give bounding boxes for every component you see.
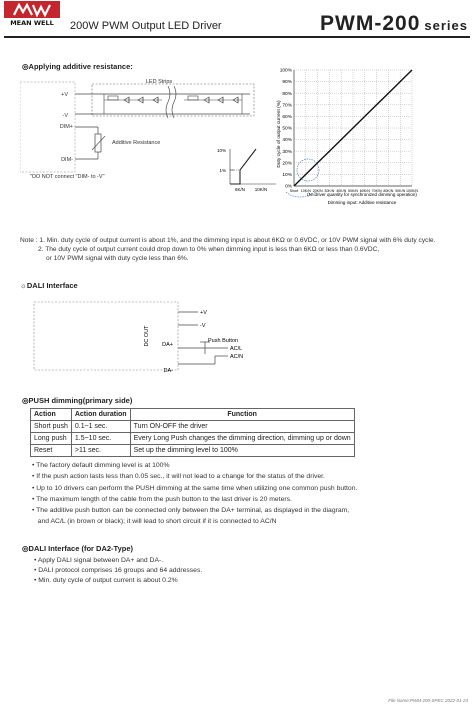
- model-name: [320, 12, 468, 36]
- doc-title: 200W PWM Output LED Driver: [70, 20, 222, 32]
- additive-resistance-label: Additive Resistance: [112, 140, 161, 146]
- mini-dimming-chart: [208, 144, 278, 194]
- table-cell: Turn ON-OFF the driver: [130, 421, 354, 433]
- mini-6k-label: 6K/N: [234, 187, 246, 192]
- x-tick-label: 50K/N: [348, 189, 358, 193]
- acn-label: AC/N: [230, 354, 244, 360]
- logo-mark: [4, 1, 60, 18]
- y-tick-label: 40%: [282, 138, 292, 144]
- table-cell: Reset: [31, 445, 72, 457]
- x-tick-label: Short: [289, 189, 299, 193]
- x-tick-label: 100K/N: [406, 189, 418, 193]
- table-row: [31, 433, 355, 445]
- table-row: [31, 421, 355, 433]
- y-tick-label: 10%: [282, 173, 292, 178]
- note-line-3: or 10V PWM signal with duty cycle less than 6%.: [46, 255, 189, 262]
- dali2-list: [34, 556, 202, 586]
- bullet-item: • The maximum length of the cable from the push button to the last driver is 20 meters.: [32, 495, 292, 503]
- duty-cycle-chart: [272, 62, 432, 212]
- da-plus-label: DA+: [162, 342, 173, 348]
- logo-text: MEAN WELL: [10, 19, 54, 27]
- mini-curve: [230, 149, 256, 184]
- bullet-item: and AC/L (in brown or black); it will lead to short circuit if it is connected to AC/N: [32, 518, 277, 526]
- chart-x-label: Dimming input: Additive resistance: [327, 200, 397, 205]
- x-tick-label: 80K/N: [383, 189, 394, 193]
- dali2-section-title: ◎DALI Interface (for DA2-Type): [22, 544, 134, 553]
- note-line-2: 2. The duty cycle of output current could drop down to 0% when dimming input is less than 6KΩ or less than 0.6VDC,: [38, 246, 380, 253]
- list-item: • Apply DALI signal between DA+ and DA-.: [34, 557, 164, 564]
- table-cell: Long push: [31, 433, 72, 445]
- mini-10pct-label: 10%: [216, 148, 226, 153]
- table-header-row: [31, 409, 355, 421]
- led-group-1: [104, 94, 162, 114]
- bullet-item: • The factory default dimming level is at 100%: [32, 462, 170, 469]
- y-tick-label: 70%: [282, 103, 292, 109]
- table-cell: Set up the dimming level to 100%: [130, 445, 354, 457]
- table-cell: >11 sec.: [71, 445, 130, 457]
- x-tick-label: 10K/N: [300, 189, 311, 193]
- plus-v-label: +V: [61, 92, 68, 98]
- footer-filename: File Name:PWM-200-SPEC 2022-01-24: [388, 698, 468, 703]
- dali-minus-v-label: -V: [200, 323, 206, 329]
- table-cell: Short push: [31, 421, 72, 433]
- driver-box: [34, 302, 178, 370]
- x-tick-label: 60K/N: [359, 189, 370, 193]
- dc-out-label: DC OUT: [144, 325, 150, 347]
- mini-1pct-label: 1%: [219, 168, 226, 173]
- section-bullet-icon: ◎: [22, 396, 29, 405]
- dim-plus-label: DIM+: [59, 124, 73, 130]
- acl-label: AC/L: [230, 346, 243, 352]
- y-tick-label: 0%: [285, 184, 292, 190]
- led-strips-label: LED Strips: [145, 79, 173, 85]
- list-item: • Min. duty cycle of output current is about 0.2%: [34, 577, 178, 584]
- bullet-item: • Up to 10 drivers can perform the PUSH dimming at the same time when utilizing one common push button.: [32, 484, 358, 492]
- x-tick-label: 30K/N: [324, 189, 335, 193]
- mini-10k-label: 10K/N: [254, 187, 268, 192]
- chart-x-note: (N=driver quantity for synchronized dimming operation): [307, 192, 417, 197]
- push-button-label: Push Button: [208, 338, 238, 344]
- table-cell: Every Long Push changes the dimming direction, dimming up or down: [130, 433, 354, 445]
- da-minus-label: DA-: [163, 368, 173, 374]
- additive-section-title: ◎Applying additive resistance:: [22, 62, 133, 71]
- x-tick-label: 20K/N: [312, 189, 323, 193]
- push-bullets: [32, 460, 357, 528]
- gear-bullet-icon: ☼: [20, 281, 27, 290]
- table-header: Function: [130, 409, 354, 421]
- list-item: • DALI protocol comprises 16 groups and 64 addresses.: [34, 567, 203, 574]
- resistor-icon: [95, 134, 101, 152]
- y-tick-label: 50%: [282, 126, 292, 132]
- y-tick-label: 80%: [282, 91, 292, 97]
- minus-v-label: -V: [62, 113, 68, 119]
- section-bullet-icon: ◎: [22, 62, 29, 71]
- series-label: series: [424, 18, 468, 33]
- y-tick-label: 100%: [279, 68, 292, 74]
- table-header: Action: [31, 409, 72, 421]
- dont-connect-note: "DO NOT connect "DIM- to -V": [30, 174, 105, 180]
- y-tick-label: 20%: [282, 161, 292, 167]
- table-header: Action duration: [71, 409, 130, 421]
- dali-plus-v-label: +V: [200, 310, 207, 316]
- bullet-item: • The additive push button can be connected only between the DA+ terminal, as displayed in the diagram,: [32, 507, 350, 515]
- x-tick-label: 90K/N: [395, 189, 406, 193]
- note-line-1: Note : 1. Min. duty cycle of output current is about 1%, and the dimming input is about 6KΩ or 0.6VDC, or 10V PWM signal with 6% duty cycle.: [20, 237, 436, 244]
- model-number: PWM-200: [320, 12, 421, 35]
- y-tick-label: 60%: [282, 115, 292, 120]
- mw-glyph: [12, 3, 52, 17]
- dali-section-title: ☼DALI Interface: [20, 281, 78, 290]
- x-tick-label: 70K/N: [371, 189, 382, 193]
- x-tick-label: 40K/N: [336, 189, 347, 193]
- table-cell: 1.5~10 sec.: [71, 433, 130, 445]
- table-cell: 0.1~1 sec.: [71, 421, 130, 433]
- dim-minus-label: DIM-: [61, 157, 73, 163]
- push-section-title: ◎PUSH dimming(primary side): [22, 396, 133, 405]
- dali-wiring-diagram: [30, 298, 260, 380]
- table-row: [31, 445, 355, 457]
- y-tick-label: 90%: [282, 80, 292, 86]
- chart-y-label: Duty cycle of output current (%): [277, 100, 282, 168]
- push-dimming-table: [30, 408, 355, 457]
- header-rule: [4, 36, 470, 38]
- y-tick-label: 30%: [282, 149, 292, 155]
- meanwell-logo: [4, 1, 60, 28]
- section-bullet-icon: ◎: [22, 544, 29, 553]
- bullet-item: • If the push action lasts less than 0.05 sec., it will not lead to a change for the status of the driver.: [32, 473, 325, 481]
- led-group-2: [184, 94, 242, 114]
